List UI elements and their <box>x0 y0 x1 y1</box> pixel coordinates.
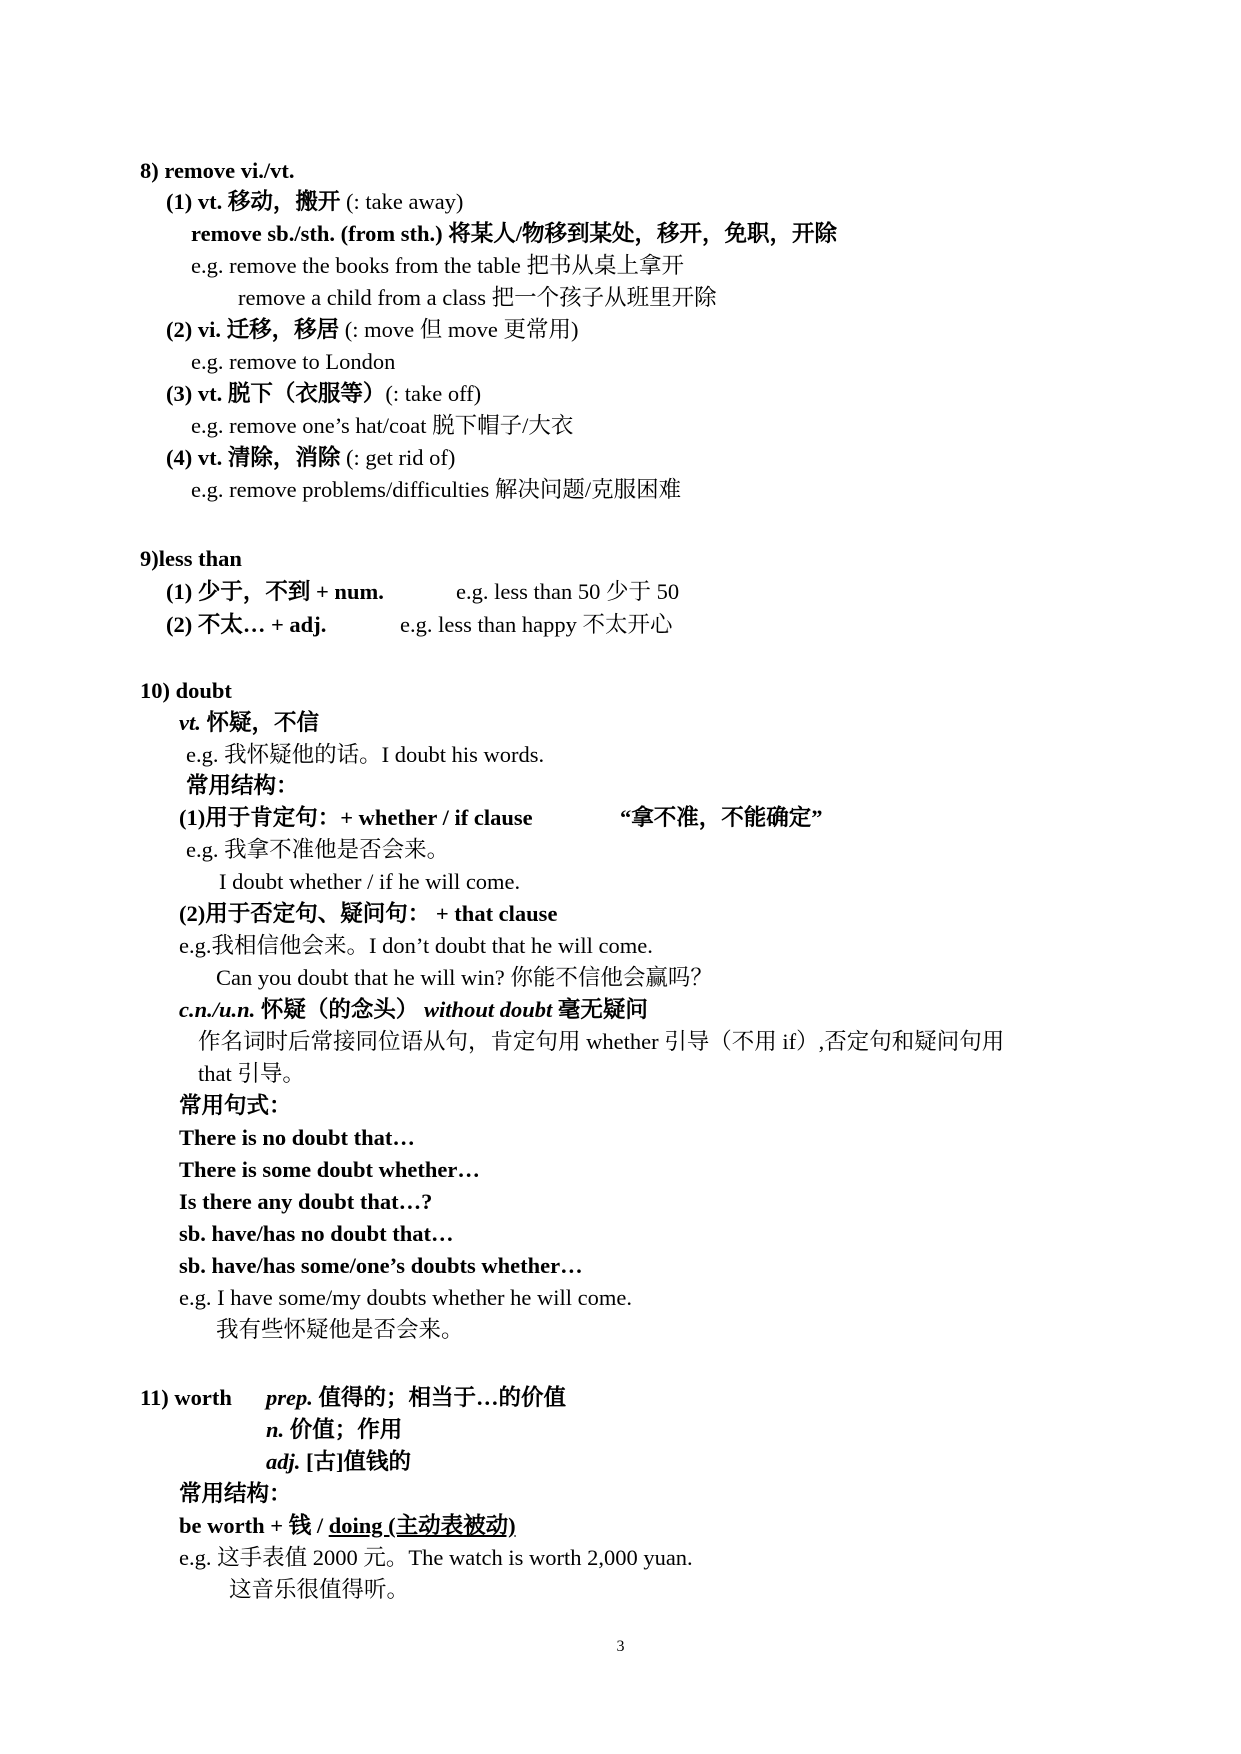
phrase: without doubt <box>424 997 553 1022</box>
sense-heading: (4) vt. 清除，消除 <box>166 445 341 470</box>
sense-gloss: (: take away) <box>340 189 464 214</box>
example-line: e.g. remove the books from the table 把书从桌上拿开 <box>191 253 685 278</box>
common-structures-heading: 常用结构： <box>186 773 299 798</box>
less-than-sense-1: (1) 少于，不到 + num. <box>166 579 384 604</box>
sentence-pattern: sb. have/has some/one’s doubts whether… <box>179 1253 583 1278</box>
section-title-doubt: 10) doubt <box>140 678 232 703</box>
remove-sense-4 <box>166 443 455 473</box>
example-line: e.g. 我怀疑他的话。I doubt his words. <box>186 742 545 767</box>
usage-note: that 引导。 <box>198 1061 305 1086</box>
example-line: e.g. remove to London <box>191 349 396 374</box>
worth-structure <box>179 1511 516 1541</box>
sense-gloss: (: get rid of) <box>340 445 456 470</box>
sentence-pattern: sb. have/has no doubt that… <box>179 1221 454 1246</box>
sense-heading: (1) vt. 移动，搬开 <box>166 189 341 214</box>
structure-prefix: be worth + 钱 / <box>179 1513 329 1538</box>
usage-note: 作名词时后常接同位语从句，肯定句用 whether 引导（不用 if）,否定句和疑问句用 <box>198 1029 1005 1054</box>
common-patterns-heading: 常用句式： <box>179 1093 292 1118</box>
doubt-vt-meaning <box>179 708 319 738</box>
example-line: remove a child from a class 把一个孩子从班里开除 <box>238 285 717 310</box>
page-number: 3 <box>616 1638 625 1655</box>
worth-noun-meaning <box>266 1415 402 1445</box>
structure-underlined: doing (主动表被动) <box>328 1513 516 1538</box>
example-line: I doubt whether / if he will come. <box>219 869 521 894</box>
remove-sense-2 <box>166 315 578 345</box>
example-line: e.g. 这手表值 2000 元。The watch is worth 2,000 yuan. <box>179 1545 693 1570</box>
example-line: e.g. less than 50 少于 50 <box>456 579 680 604</box>
remove-sense-1 <box>166 187 463 217</box>
sentence-pattern: Is there any doubt that…? <box>179 1189 433 1214</box>
section-title-worth: 11) worth <box>140 1385 232 1410</box>
doubt-noun-meaning <box>179 995 648 1025</box>
part-of-speech: adj. <box>266 1449 301 1474</box>
doubt-negative-structure: (2)用于否定句、疑问句： + that clause <box>179 901 558 926</box>
section-title-less-than: 9)less than <box>140 546 242 571</box>
worth-adj-meaning <box>266 1447 411 1477</box>
meaning: 怀疑，不信 <box>200 710 320 735</box>
part-of-speech: vt. <box>179 710 201 735</box>
example-line: e.g. remove one’s hat/coat 脱下帽子/大衣 <box>191 413 574 438</box>
example-line: e.g. less than happy 不太开心 <box>400 612 673 637</box>
example-line: e.g. I have some/my doubts whether he will come. <box>179 1285 633 1310</box>
phrase-meaning: 毫无疑问 <box>552 997 648 1022</box>
meaning: 怀疑（的念头） <box>255 997 425 1022</box>
example-line: Can you doubt that he will win? 你能不信他会赢吗？ <box>216 965 713 990</box>
common-structures-heading: 常用结构： <box>179 1481 292 1506</box>
example-line: 我有些怀疑他是否会来。 <box>216 1317 464 1342</box>
meaning: [古]值钱的 <box>300 1449 412 1474</box>
sense-heading: (3) vt. 脱下（衣服等） <box>166 381 386 406</box>
doubt-affirmative-structure: (1)用于肯定句：+ whether / if clause <box>179 805 533 830</box>
example-line: 这音乐很值得听。 <box>229 1577 410 1602</box>
example-line: e.g.我相信他会来。I don’t doubt that he will come. <box>179 933 653 958</box>
part-of-speech: n. <box>266 1417 285 1442</box>
sense-gloss: (: move 但 move 更常用) <box>339 317 579 342</box>
sense-gloss: (: take off) <box>385 381 482 406</box>
meaning: 价值；作用 <box>284 1417 403 1442</box>
less-than-sense-2: (2) 不太… + adj. <box>166 612 327 637</box>
example-line: e.g. 我拿不准他是否会来。 <box>186 837 450 862</box>
remove-sense-3 <box>166 379 481 409</box>
part-of-speech: prep. <box>266 1385 313 1410</box>
part-of-speech: c.n./u.n. <box>179 997 256 1022</box>
sentence-pattern: There is some doubt whether… <box>179 1157 480 1182</box>
meaning: 值得的；相当于…的价值 <box>312 1385 567 1410</box>
sentence-pattern: There is no doubt that… <box>179 1125 415 1150</box>
worth-prep-meaning <box>266 1383 566 1413</box>
example-line: e.g. remove problems/difficulties 解决问题/克服困难 <box>191 477 682 502</box>
section-title-remove: 8) remove vi./vt. <box>140 158 295 183</box>
sense-heading: (2) vi. 迁移，移居 <box>166 317 340 342</box>
doubt-affirmative-meaning: “拿不准，不能确定” <box>620 805 823 830</box>
remove-structure: remove sb./sth. (from sth.) 将某人/物移到某处，移开，免职，开除 <box>191 221 838 246</box>
